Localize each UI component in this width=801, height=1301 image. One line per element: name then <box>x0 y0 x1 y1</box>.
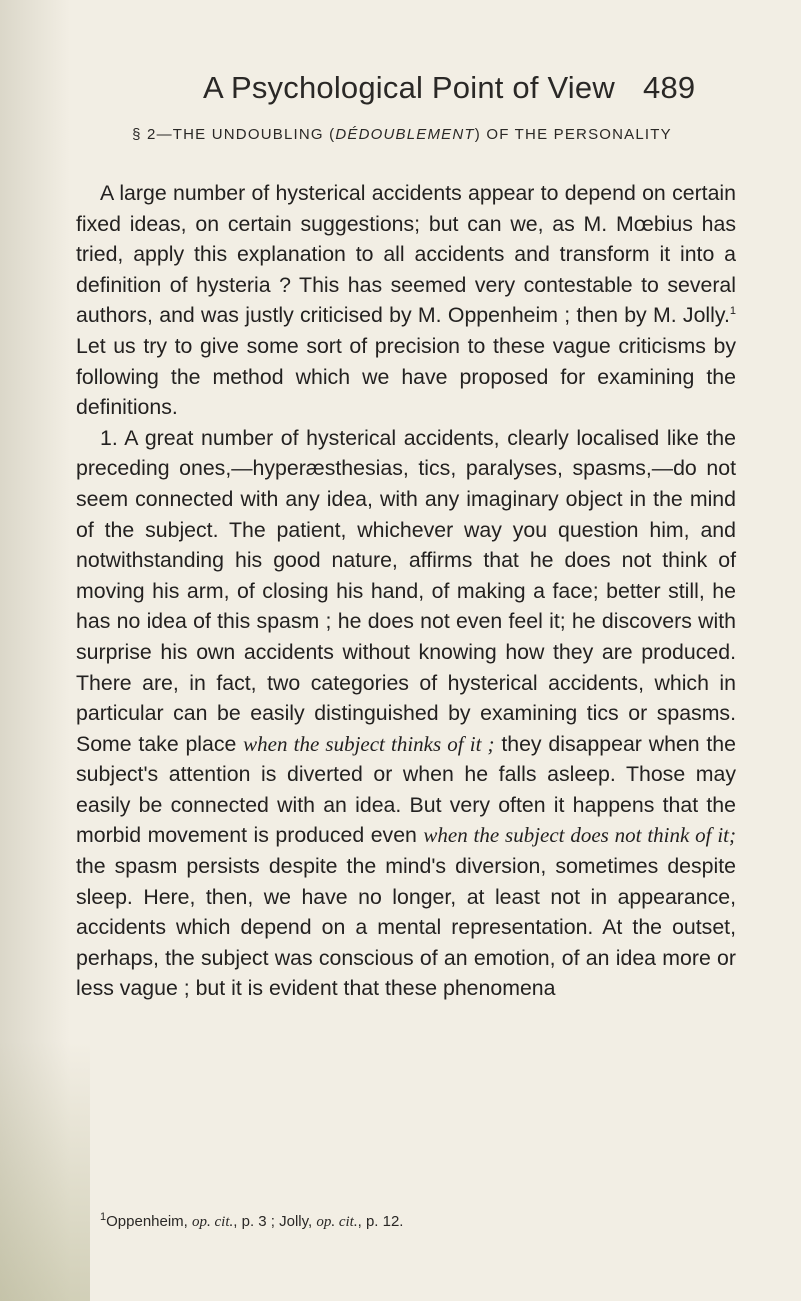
section-title-italic: DÉDOUBLEMENT <box>335 126 475 143</box>
page-corner-stain <box>0 1041 90 1301</box>
running-header <box>203 70 696 106</box>
page-number: 489 <box>643 70 696 105</box>
footnote-ref1: , p. 3 ; Jolly, <box>233 1213 317 1230</box>
paragraph-2 <box>76 423 736 1004</box>
paragraph-2-text-c: the spasm persists despite the mind's diversion, sometimes despite sleep. Here, then, we have no longer, at least not in appearance, accidents which depend on a mental representation. At the outset, perhaps, the subject was conscious of an emotion, of an idea more or less vague ; but it is evident that these phenomena <box>76 854 736 1001</box>
section-title-part2: OF THE PERSONALITY <box>486 126 672 143</box>
section-number: § 2 <box>132 126 157 143</box>
paragraph-2-emphasis-1: when the subject thinks of it ; <box>243 731 495 756</box>
paragraph-1 <box>76 178 736 423</box>
paragraph-1-text-b: Let us try to give some sort of precision to these vague criticisms by following the method which we have proposed for examining the definitions. <box>76 333 736 420</box>
paragraph-2-text-b: they disappear when the subject's attention is diverted or when he falls asleep. Those may easily be connected with an idea. But very often it happens that the morbid movement is produced even <box>76 731 736 848</box>
footnote <box>100 1212 720 1232</box>
paragraph-2-text-a: 1. A great number of hysterical accidents, clearly localised like the preceding ones,—hyperæsthesias, tics, paralyses, spasms,—do not seem connected with any idea, with any imaginary object in the mind of the subject. The patient, whichever way you question him, and notwithstanding his good nature, affirms that he does not think of moving his arm, of closing his hand, of making a face; better still, he has no idea of this spasm ; he does not even feel it; he discovers with surprise his own accidents without knowing how they are produced. There are, in fact, two categories of hysterical accidents, which in particular can be easily distinguished by examining tics or spasms. Some take place <box>76 425 736 756</box>
paragraph-1-text-a: A large number of hysterical accidents appear to depend on certain fixed ideas, on certain suggestions; but can we, as M. Mœbius has tried, apply this explanation to all accidents and transform it into a definition of hysteria ? This has seemed very contestable to several authors, and was justly criticised by M. Oppenheim ; then by M. Jolly. <box>76 181 736 328</box>
footnote-author1: Oppenheim, <box>106 1213 193 1230</box>
footnote-reference[interactable]: 1 <box>729 305 736 318</box>
running-title: A Psychological Point of View <box>203 70 615 105</box>
footnote-ref2: , p. 12. <box>357 1213 404 1230</box>
paragraph-2-emphasis-2: when the subject does not think of it; <box>423 823 736 848</box>
footnote-cite2: op. cit. <box>316 1214 358 1230</box>
body-text <box>76 178 736 1004</box>
section-title-part1: —THE UNDOUBLING <box>156 126 324 143</box>
footnote-mark: 1 <box>100 1211 107 1223</box>
footnote-cite1: op. cit. <box>192 1214 234 1230</box>
section-heading: § 2—THE UNDOUBLING (DÉDOUBLEMENT) OF THE PERSONALITY <box>132 126 672 143</box>
